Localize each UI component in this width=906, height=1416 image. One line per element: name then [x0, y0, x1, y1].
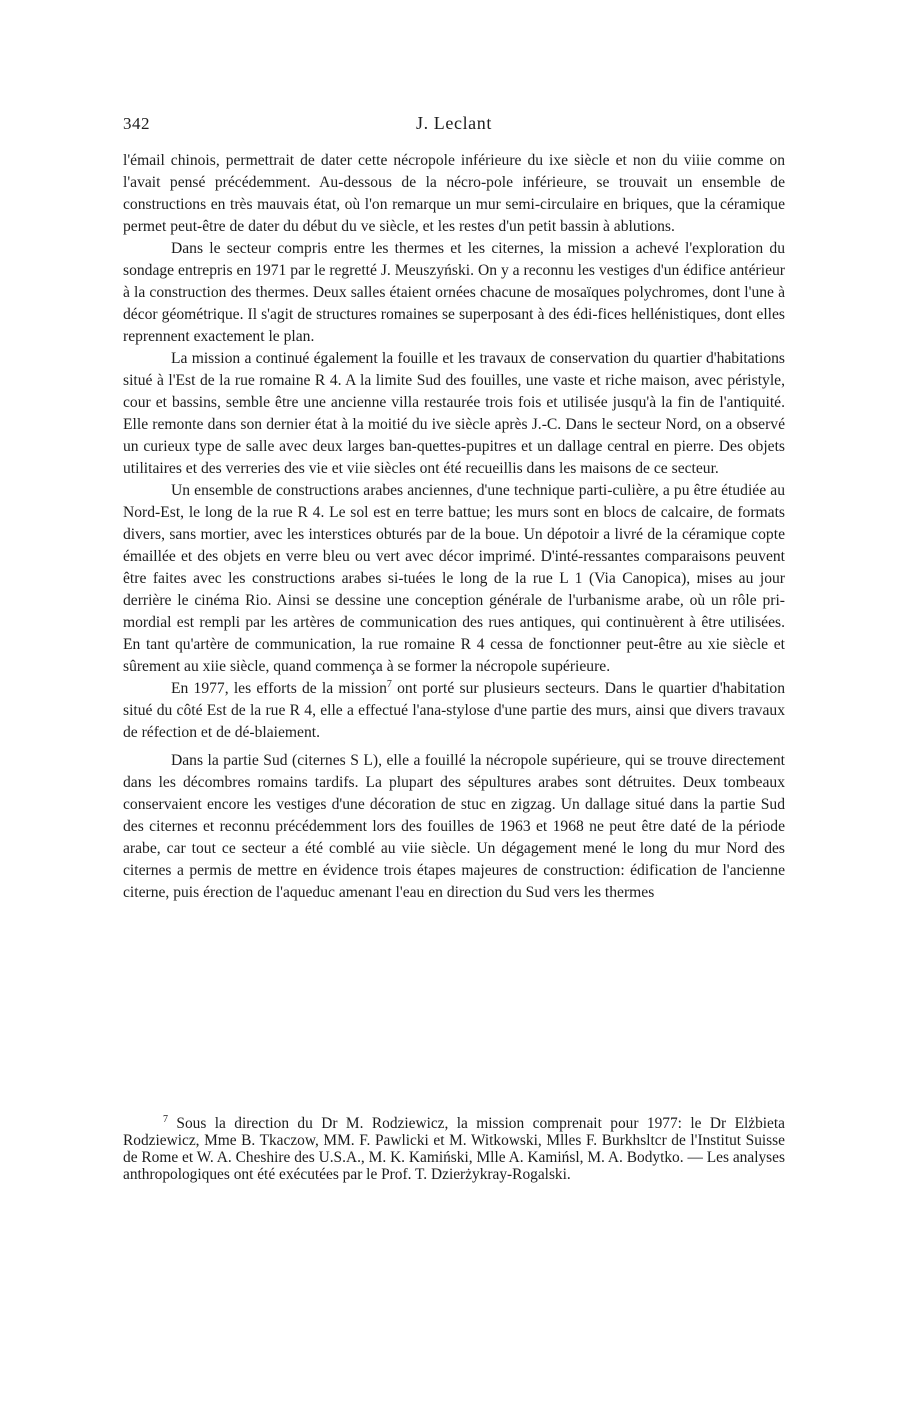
footnote	[123, 1115, 785, 1183]
paragraph	[123, 348, 785, 480]
paragraph	[123, 480, 785, 678]
paragraph	[123, 678, 785, 744]
footnotes	[123, 1115, 785, 1183]
paragraph-text-continued: ont porté sur plusieurs secteurs. Dans le quartier d'habitation situé du côté Est de la rue R 4, elle a effectué l'ana-stylose d'une partie des murs, ainsi que divers travaux de réfection et de dé-blaiement.	[123, 680, 785, 741]
paragraph-text: En 1977, les efforts de la mission	[171, 680, 387, 697]
paragraph	[123, 238, 785, 348]
footnote-marker: 7	[163, 1114, 168, 1125]
paragraph-text: l'émail chinois, permettrait de dater cette nécropole inférieure du ixe siècle et non du viiie comme on l'avait pensé précédemment. Au-dessous de la nécro-pole inférieure, se trouvait un ensemble de constructions en très mauvais état, où l'on remarque un mur semi-circulaire en briques, que la céramique permet peut-être de dater du début du ve siècle, et les restes d'un petit bassin à ablutions.	[123, 152, 785, 235]
running-head	[123, 108, 785, 138]
footnote-text: Sous la direction du Dr M. Rodziewicz, la mission comprenait pour 1977: le Dr Elżbieta Rodziewicz, Mme B. Tkaczow, MM. F. Pawlicki et M. Witkowski, Mlles F. Burkhsltcr de l'Institut Suisse de Rome et W. A. Cheshire des U.S.A., M. K. Kamiński, Mlle A. Kamińsl, M. A. Bodytko. — Les analyses anthropologiques ont été exécutées par le Prof. T. Dzierżykray-Rogalski.	[123, 1115, 785, 1183]
running-title: J. Leclant	[416, 113, 492, 133]
paragraph-continued	[123, 150, 785, 238]
paragraph	[123, 750, 785, 904]
paragraph-text: Un ensemble de constructions arabes anciennes, d'une technique parti-culière, a pu être étudiée au Nord-Est, le long de la rue R 4. Le sol est en terre battue; les murs sont en blocs de calcaire, de formats divers, sans mortier, avec les interstices obturés par de la boue. Un dépotoir a livré de la céramique copte émaillée et des objets en verre bleu ou vert avec décor imprimé. D'inté-ressantes comparaisons peuvent être faites avec les constructions arabes si-tuées le long de la rue L 1 (Via Canopica), mises au jour derrière le cinéma Rio. Ainsi se dessine une conception générale de l'urbanisme arabe, où un rôle pri-mordial est rempli par les artères de communication des rues antiques, qui continuèrent à être utilisées. En tant qu'artère de communication, la rue romaine R 4 cessa de fonctionner peut-être au xie siècle et sûrement au xiie siècle, quand commença à se former la nécropole supérieure.	[123, 482, 785, 675]
paragraph-text: Dans la partie Sud (citernes S L), elle a fouillé la nécropole supérieure, qui se trouve directement dans les décombres romains tardifs. La plupart des sépultures arabes sont détruites. Deux tombeaux conservaient encore les vestiges d'une décoration de stuc en zigzag. Un dallage situé dans la partie Sud des citernes et reconnu précédemment lors des fouilles de 1963 et 1968 ne peut être daté de la période arabe, car tout ce secteur a été comblé au viie siècle. Un dégagement mené le long du mur Nord des citernes a permis de mettre en évidence trois étapes majeures de construction: édification de l'ancienne citerne, puis érection de l'aqueduc amenant l'eau en direction du Sud vers les thermes	[123, 752, 785, 901]
body-text	[123, 150, 785, 904]
footnote-reference[interactable]: 7	[386, 679, 392, 690]
paragraph-text: La mission a continué également la fouille et les travaux de conservation du quartier d'habitations situé à l'Est de la rue romaine R 4. A la limite Sud des fouilles, une vaste et riche maison, avec péristyle, cour et bassins, semble être une ancienne villa restaurée trois fois et utilisée jusqu'à la fin de l'antiquité. Elle remonte dans son dernier état à la moitié du ive siècle après J.-C. Dans le secteur Nord, on a observé un curieux type de salle avec deux larges ban-quettes-pupitres et un dallage central en pierre. Des objets utilitaires et des verreries des vie et viie siècles ont été recueillis dans les maisons de ce secteur.	[123, 350, 785, 477]
paragraph-text: Dans le secteur compris entre les thermes et les citernes, la mission a achevé l'exploration du sondage entrepris en 1971 par le regretté J. Meuszyński. On y a reconnu les vestiges d'un édifice antérieur à la construction des thermes. Deux salles étaient ornées chacune de mosaïques polychromes, dont l'une à décor géométrique. Il s'agit de structures romaines se superposant à des édi-fices hellénistiques, dont elles reprennent exactement le plan.	[123, 240, 785, 345]
page	[123, 108, 785, 904]
page-number: 342	[123, 114, 150, 133]
